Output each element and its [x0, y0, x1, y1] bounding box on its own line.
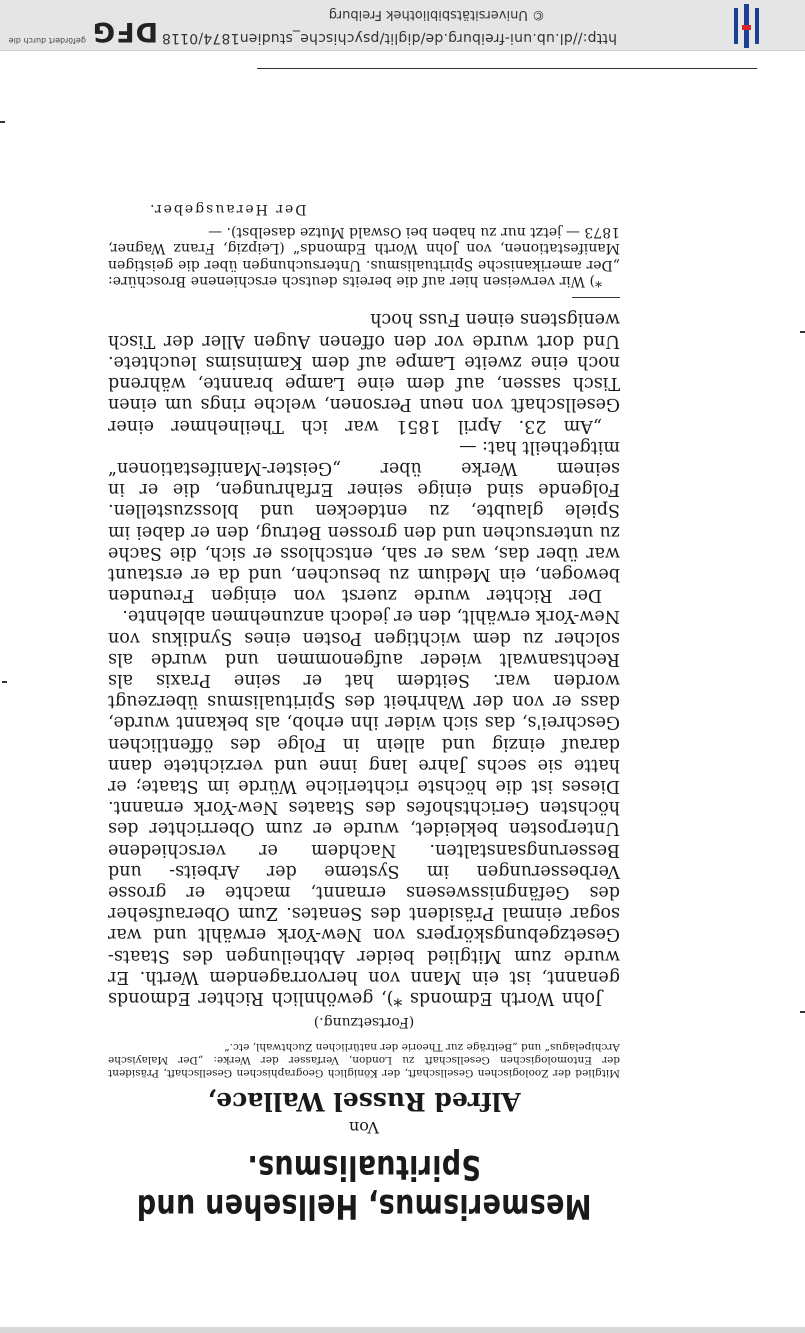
editor-signature: Der Herausgeber. [148, 201, 307, 218]
scan-mark [2, 681, 7, 683]
viewer-banner [0, 0, 805, 51]
author-prefix: Von [348, 1118, 380, 1137]
ub-freiburg-logo-icon[interactable] [731, 4, 761, 48]
article [108, 201, 620, 1225]
copyright-notice: © Universitätsbibliothek Freiburg [328, 7, 545, 22]
author-affiliation: Mitglied der Zoologischen Gesellschaft, der Königlich Geographischen Gesellschaft, Präsident der Entomologischen Gesellschaft zu London, Verfasser der Werke: „Der Malayische Archipelagus“ und „Beiträge zur Theorie der natürlichen Zuchtwahl, etc.“ [108, 1041, 620, 1079]
page-url-link[interactable]: http://dl.ub.uni-freiburg.de/diglit/psychische_studien1874/0118 [161, 30, 617, 46]
paragraph: John Worth Edmonds *), gewöhnlich Richter Edmonds genannt, ist ein Mann von hervorragendem Werth. Er wurde zum Mitglied beider Abtheilungen des Staats-Gesetzgebungskörpers von New-York erwählt und war sogar einmal Präsident des Senates. Zum Oberaufseher des Gefängnisswesens ernannt, machte er grosse Verbesserungen im Systeme der Arbeits- und Besserungsanstalten. Nachdem er verschiedene Unterposten bekleidet, wurde er zum Oberrichter des höchsten Gerichtshofes des Staates New-York ernannt. Dieses ist die höchste richterliche Würde im Staate; er hatte sie sechs Jahre lang inne und verzichtete dann darauf einzig und allein in Folge des öffentlichen Geschrei's, das sich wider ihn erhob, als bekannt wurde, dass er von der Wahrheit des Spiritualismus überzeugt worden war. Seitdem hat er seine Praxis als Rechtsanwalt wieder aufgenommen und wurde als solcher zu dem wichtigen Posten eines Syndikus von New-York erwählt, den er jedoch anzunehmen ablehnte. [108, 606, 620, 1008]
footnote: *) Wir verweisen hier auf die bereits deutsch erschienene Broschüre: „Der amerikanische Spiritualismus. Untersuchungen über die geistigen Manifestationen, von John Worth Edmonds“ (Leipzig, Franz Wagner, 1873 — jetzt nur zu haben bei Oswald Mutze daselbst). — [108, 223, 620, 290]
scan-mark [0, 121, 5, 123]
dfg-logo[interactable]: DFG [92, 16, 159, 47]
viewer-edge-strip [0, 1327, 805, 1333]
continuation-note: (Fortsetzung.) [313, 1014, 415, 1030]
paragraph: „Am 23. April 1851 war ich Theilnehmer einer Gesellschaft von neun Personen, welche rings um einen Tisch sassen, auf dem eine Lampe brannte, während noch eine zweite Lampe auf dem Kaminsims leuchtete. Und dort wurde vor den offenen Augen Aller der Tisch wenigstens einen Fuss hoch [108, 309, 620, 436]
funded-by-label: gefördert durch die [8, 36, 86, 45]
scan-mark [800, 331, 805, 333]
paragraph: Der Richter wurde zuerst von einigen Freunden bewogen, ein Medium zu besuchen, und da er erstaunt war über das, was er sah, entschloss er sich, die Sache zu untersuchen und den grossen Betrug, den er dabei im Spiele glaubte, zu entdecken und blosszustellen. Folgende sind einige seiner Erfahrungen, die er in seinem Werke über „Geister-Manifestationen“ mitgetheilt hat: — [108, 436, 620, 606]
page-edge-rule [257, 68, 757, 69]
article-title: Mesmerismus, Hellsehen und Spiritualismus. [136, 1147, 592, 1225]
author-name: Alfred Russel Wallace, [207, 1087, 521, 1116]
scan-mark [800, 1011, 805, 1013]
footnote-divider [572, 297, 620, 298]
